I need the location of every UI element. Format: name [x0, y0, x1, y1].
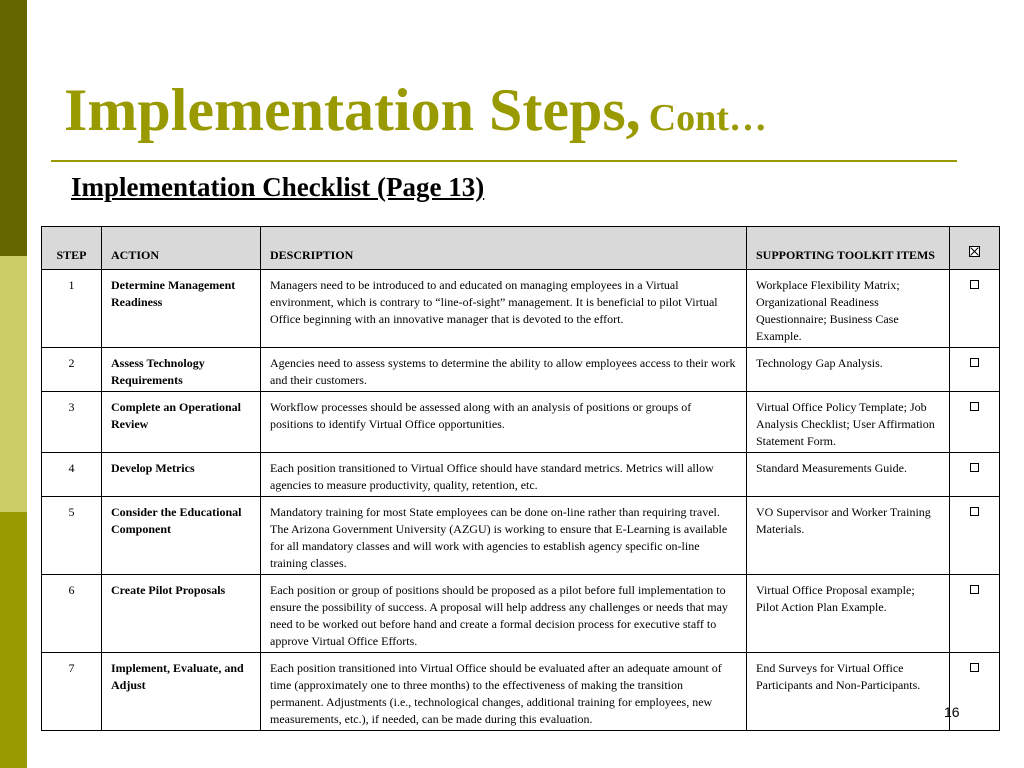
title-underline-rule — [51, 160, 957, 162]
table-row — [42, 497, 1000, 575]
slide-title-cont: Cont… — [648, 97, 767, 139]
description-cell: Mandatory training for most State employees can be done on-line rather than requiring travel. The Arizona Government University (AZGU) is working to ensure that E-Learning is available for all mandatory classes and will work with agencies to establish agency specific on-line training classes. — [261, 497, 747, 575]
action-cell: Consider the Educational Component — [102, 497, 261, 575]
step-cell: 4 — [42, 453, 102, 497]
checkbox-cell — [950, 497, 1000, 575]
header-toolkit: SUPPORTING TOOLKIT ITEMS — [747, 227, 950, 270]
checkbox-icon[interactable] — [970, 358, 979, 367]
step-cell: 5 — [42, 497, 102, 575]
description-cell: Workflow processes should be assessed along with an analysis of positions or groups of positions to identify Virtual Office opportunities. — [261, 392, 747, 453]
header-step: STEP — [42, 227, 102, 270]
step-cell: 2 — [42, 348, 102, 392]
sidebar-band-dark — [0, 0, 27, 256]
action-cell: Assess Technology Requirements — [102, 348, 261, 392]
toolkit-cell: VO Supervisor and Worker Training Materials. — [747, 497, 950, 575]
checkbox-icon[interactable] — [970, 280, 979, 289]
toolkit-cell: Standard Measurements Guide. — [747, 453, 950, 497]
implementation-checklist-table — [41, 226, 1000, 731]
table-header-row — [42, 227, 1000, 270]
page-number: 16 — [944, 704, 960, 720]
action-cell: Determine Management Readiness — [102, 270, 261, 348]
checkbox-cell — [950, 348, 1000, 392]
header-description: DESCRIPTION — [261, 227, 747, 270]
slide-subtitle: Implementation Checklist (Page 13) — [71, 172, 485, 202]
checkbox-icon[interactable] — [970, 585, 979, 594]
toolkit-cell: End Surveys for Virtual Office Participants and Non-Participants. — [747, 653, 950, 731]
table-row — [42, 653, 1000, 731]
table-row — [42, 575, 1000, 653]
description-cell: Agencies need to assess systems to determine the ability to allow employees access to their work and their customers. — [261, 348, 747, 392]
step-cell: 1 — [42, 270, 102, 348]
checkbox-cell — [950, 392, 1000, 453]
action-cell: Create Pilot Proposals — [102, 575, 261, 653]
description-cell: Each position transitioned into Virtual Office should be evaluated after an adequate amount of time (approximately one to three months) to the effectiveness of making the transition permanent. Adjustments (i.e., technological changes, additional training for employees, new measurements, etc.), if needed, can be made during this evaluation. — [261, 653, 747, 731]
checked-box-icon — [969, 246, 980, 257]
action-cell: Implement, Evaluate, and Adjust — [102, 653, 261, 731]
action-cell: Develop Metrics — [102, 453, 261, 497]
checkbox-cell — [950, 453, 1000, 497]
toolkit-cell: Virtual Office Proposal example; Pilot Action Plan Example. — [747, 575, 950, 653]
step-cell: 6 — [42, 575, 102, 653]
table-row — [42, 453, 1000, 497]
checkbox-icon[interactable] — [970, 507, 979, 516]
toolkit-cell: Virtual Office Policy Template; Job Analysis Checklist; User Affirmation Statement Form. — [747, 392, 950, 453]
decorative-sidebar — [0, 0, 27, 768]
description-cell: Managers need to be introduced to and educated on managing employees in a Virtual environment, which is contrary to “line-of-sight” management. It is beneficial to pilot Virtual Office beginning with an innovative manager that is devoted to the effort. — [261, 270, 747, 348]
step-cell: 3 — [42, 392, 102, 453]
description-cell: Each position transitioned to Virtual Office should have standard metrics. Metrics will allow agencies to measure productivity, quality, retention, etc. — [261, 453, 747, 497]
checkbox-icon[interactable] — [970, 463, 979, 472]
action-cell: Complete an Operational Review — [102, 392, 261, 453]
step-cell: 7 — [42, 653, 102, 731]
slide-title — [64, 76, 767, 145]
description-cell: Each position or group of positions should be proposed as a pilot before full implementation to ensure the possibility of success. A proposal will help address any challenges or needs that may need to be worked out before hand and create a formal decision process for executive staff to approve Virtual Office Efforts. — [261, 575, 747, 653]
checkbox-icon[interactable] — [970, 663, 979, 672]
header-action: ACTION — [102, 227, 261, 270]
toolkit-cell: Workplace Flexibility Matrix; Organizational Readiness Questionnaire; Business Case Example. — [747, 270, 950, 348]
checkbox-icon[interactable] — [970, 402, 979, 411]
sidebar-band-olive — [0, 512, 27, 768]
toolkit-cell: Technology Gap Analysis. — [747, 348, 950, 392]
table-row — [42, 392, 1000, 453]
checkbox-cell — [950, 270, 1000, 348]
slide-title-main: Implementation Steps, — [64, 77, 641, 143]
table-row — [42, 270, 1000, 348]
sidebar-band-light — [0, 256, 27, 512]
table-row — [42, 348, 1000, 392]
header-check — [950, 227, 1000, 270]
checkbox-cell — [950, 575, 1000, 653]
